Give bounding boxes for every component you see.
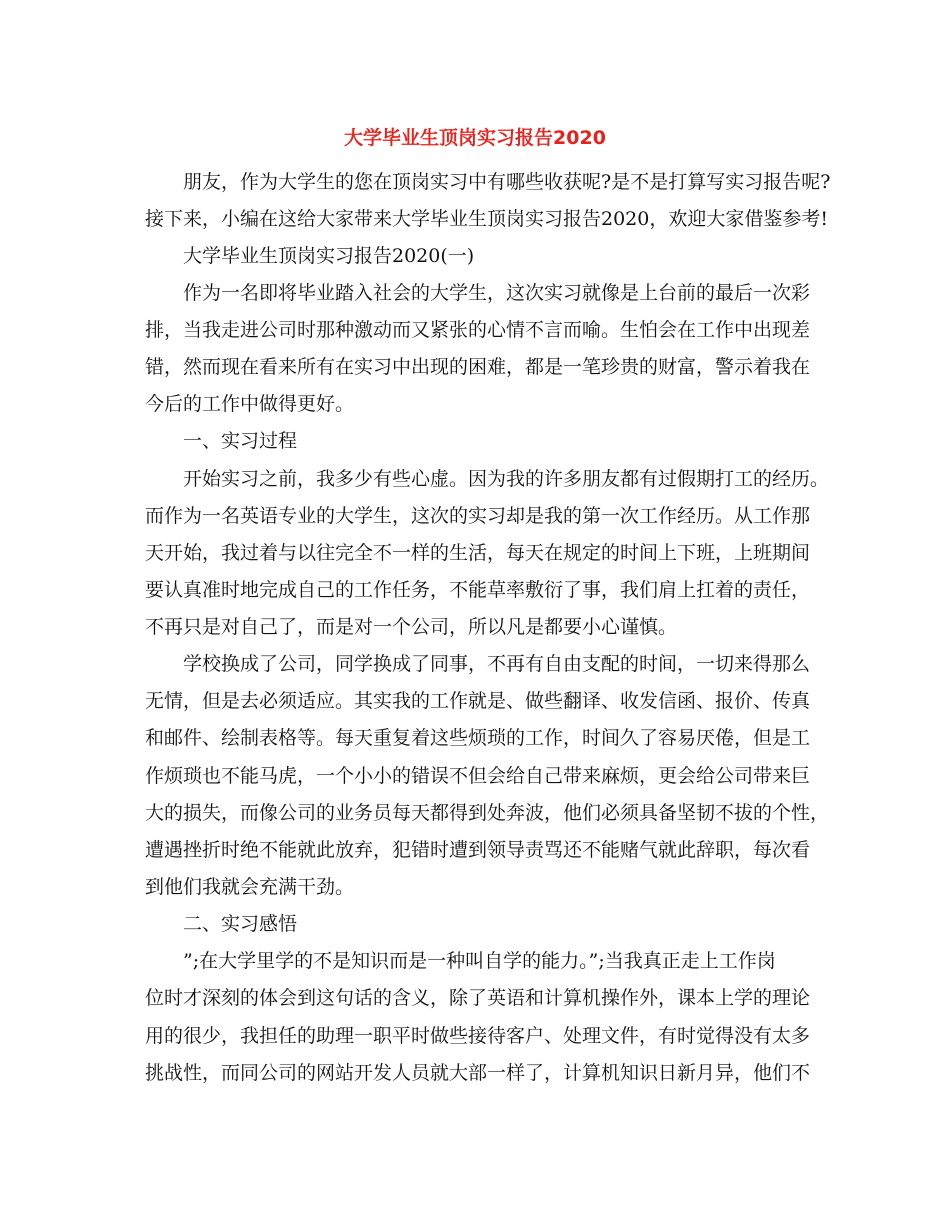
paragraph-line: ”;在大学里学的不是知识而是一种叫自学的能力。”;当我真正走上工作岗: [183, 950, 776, 972]
paragraph-line: 接下来，小编在这给大家带来大学毕业生顶岗实习报告2020，欢迎大家借鉴参考!: [145, 208, 828, 230]
document-title: 大学毕业生顶岗实习报告2020: [344, 127, 606, 149]
paragraph-line: 到他们我就会充满干劲。: [145, 876, 355, 898]
paragraph-line: 而作为一名英语专业的大学生，这次的实习却是我的第一次工作经历。从工作那: [145, 505, 811, 527]
paragraph-line: 今后的工作中做得更好。: [145, 393, 355, 415]
paragraph-line: 用的很少，我担任的助理一职平时做些接待客户、处理文件，有时觉得没有太多: [145, 1025, 811, 1047]
section-heading: 大学毕业生顶岗实习报告2020(一): [183, 245, 475, 267]
paragraph-line: 作烦琐也不能马虎，一个小小的错误不但会给自己带来麻烦，更会给公司带来巨: [145, 765, 811, 787]
section-heading: 一、实习过程: [183, 430, 298, 452]
paragraph-line: 不再只是对自己了，而是对一个公司，所以凡是都要小心谨慎。: [145, 616, 678, 638]
paragraph-line: 和邮件、绘制表格等。每天重复着这些烦琐的工作，时间久了容易厌倦，但是工: [145, 727, 811, 749]
paragraph-line: 开始实习之前，我多少有些心虚。因为我的许多朋友都有过假期打工的经历。: [183, 468, 830, 490]
paragraph-line: 朋友，作为大学生的您在顶岗实习中有哪些收获呢?是不是打算写实习报告呢?: [183, 171, 831, 193]
paragraph-line: 学校换成了公司，同学换成了同事，不再有自由支配的时间，一切来得那么: [183, 653, 811, 675]
paragraph-line: 大的损失，而像公司的业务员每天都得到处奔波，他们必须具备坚韧不拔的个性，: [145, 802, 830, 824]
paragraph-line: 排，当我走进公司时那种激动而又紧张的心情不言而喻。生怕会在工作中出现差: [145, 319, 811, 341]
paragraph-line: 作为一名即将毕业踏入社会的大学生，这次实习就像是上台前的最后一次彩: [183, 282, 811, 304]
paragraph-line: 无情，但是去必须适应。其实我的工作就是、做些翻译、收发信函、报价、传真: [145, 690, 811, 712]
paragraph-line: 天开始，我过着与以往完全不一样的生活，每天在规定的时间上下班，上班期间: [145, 542, 811, 564]
section-heading: 二、实习感悟: [183, 913, 298, 935]
paragraph-line: 错，然而现在看来所有在实习中出现的困难，都是一笔珍贵的财富，警示着我在: [145, 356, 811, 378]
paragraph-line: 挑战性，而同公司的网站开发人员就大部一样了，计算机知识日新月异，他们不: [145, 1062, 811, 1084]
paragraph-line: 遭遇挫折时绝不能就此放弃，犯错时遭到领导责骂还不能赌气就此辞职，每次看: [145, 839, 811, 861]
paragraph-line: 要认真准时地完成自己的工作任务，不能草率敷衍了事，我们肩上扛着的责任，: [145, 579, 811, 601]
paragraph-line: 位时才深刻的体会到这句话的含义，除了英语和计算机操作外，课本上学的理论: [145, 987, 811, 1009]
